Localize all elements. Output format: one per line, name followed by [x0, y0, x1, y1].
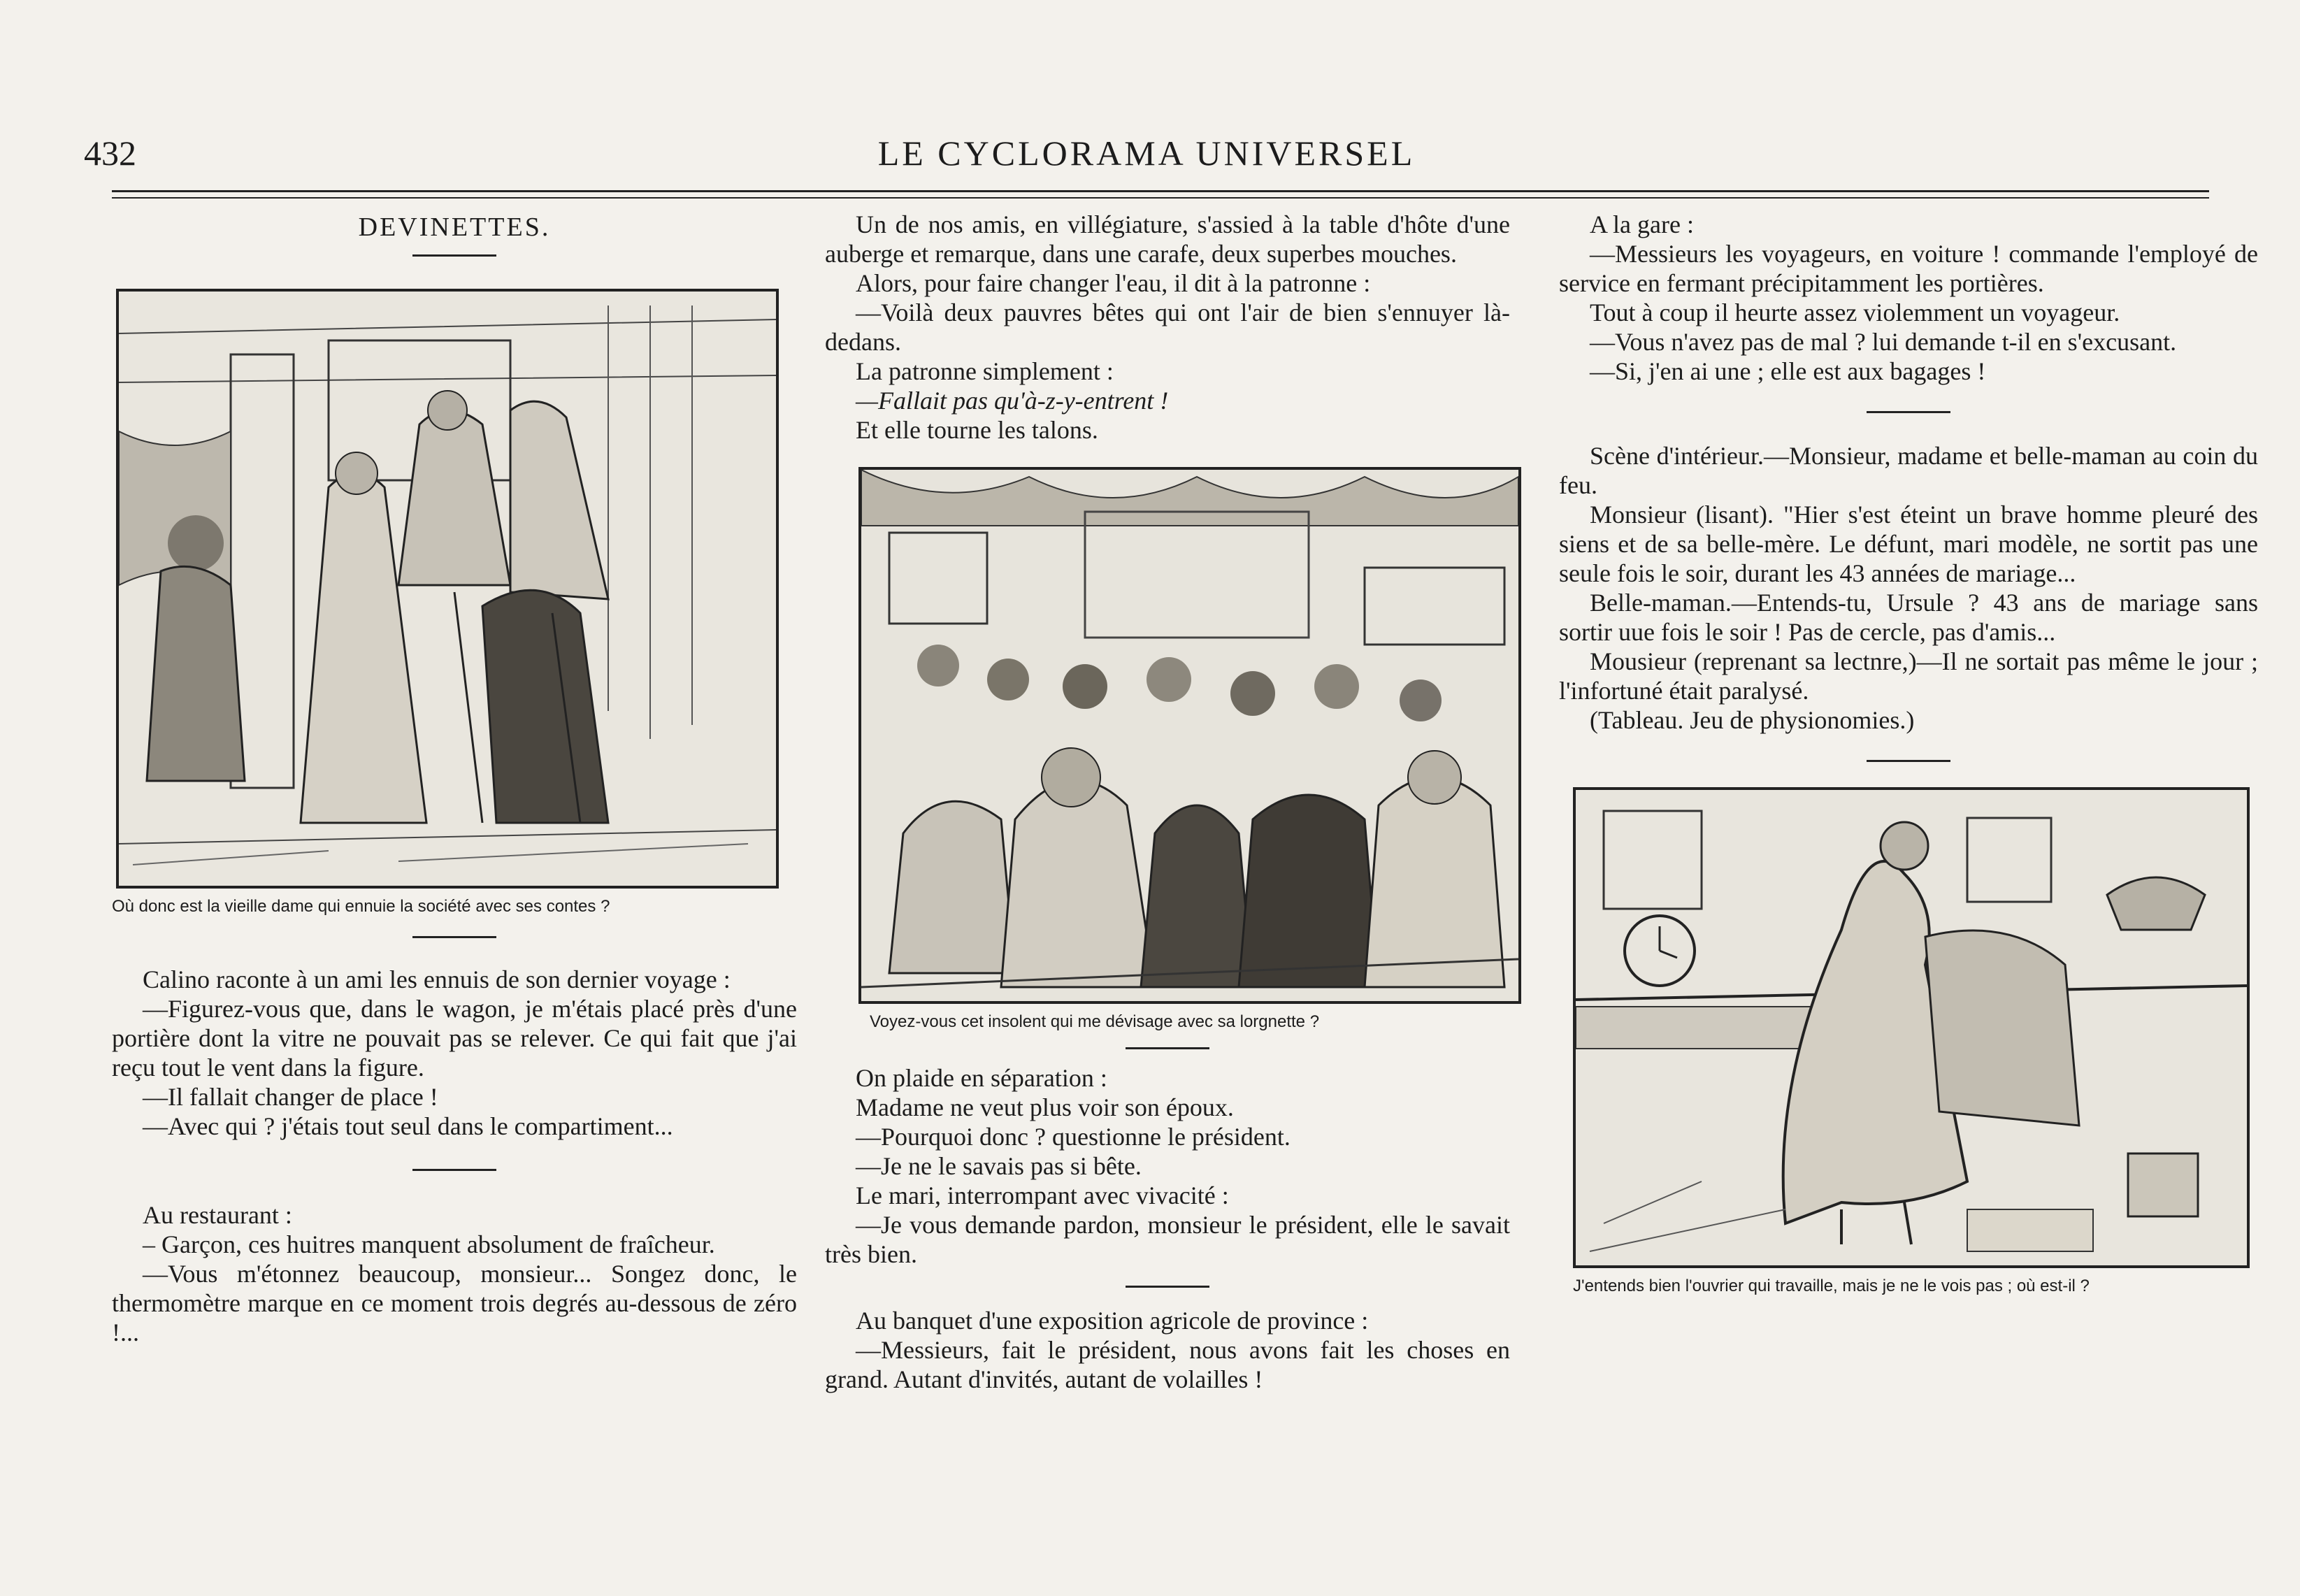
section-title: DEVINETTES.: [358, 213, 551, 242]
engraving-kitchen-scene: [1573, 787, 2250, 1268]
engraving-kitchen-illustration: [1576, 790, 2247, 1265]
header-rule: [112, 190, 2209, 192]
separator: [1126, 1047, 1209, 1049]
separator: [1126, 1286, 1209, 1288]
paragraph: Mousieur (reprenant sa lectnre,)—Il ne sortait pas même le jour ; l'infortuné était paralysé.: [1559, 647, 2258, 705]
engraving-parlor-illustration: [119, 292, 776, 886]
paragraph: —Je vous demande pardon, monsieur le président, elle le savait très bien.: [825, 1211, 1510, 1268]
figure-caption: Où donc est la vieille dame qui ennuie la société avec ses contes ?: [112, 897, 610, 916]
separator: [1867, 760, 1950, 762]
paragraph: Monsieur (lisant). "Hier s'est éteint un brave homme pleuré des siens et de sa belle-mère. Le défunt, mari modèle, ne sortit pas une seule fois le soir, durant les 43 années de mariage...: [1559, 501, 2258, 587]
paragraph: Scène d'intérieur.—Monsieur, madame et belle-maman au coin du feu.: [1559, 442, 2258, 499]
page-header: [84, 133, 2209, 189]
figure-caption: Voyez-vous cet insolent qui me dévisage avec sa lorgnette ?: [870, 1012, 1320, 1031]
engraving-theatre-illustration: [861, 470, 1518, 1001]
paragraph: —Pourquoi donc ? questionne le président.: [856, 1123, 1291, 1151]
paragraph: Tout à coup il heurte assez violemment un voyageur.: [1590, 299, 2120, 326]
column-1: [112, 210, 797, 1347]
separator: [412, 936, 496, 938]
paragraph: (Tableau. Jeu de physionomies.): [1590, 706, 1915, 734]
paragraph: —Messieurs, fait le président, nous avons fait les choses en grand. Autant d'invités, autant de volailles !: [825, 1336, 1510, 1393]
engraving-parlor-scene: [116, 289, 779, 889]
paragraph: Alors, pour faire changer l'eau, il dit à la patronne :: [856, 269, 1371, 297]
paragraph: Belle-maman.—Entends-tu, Ursule ? 43 ans de mariage sans sortir uue fois le soir ! Pas de cercle, pas d'amis...: [1559, 589, 2258, 646]
paragraph: Un de nos amis, en villégiature, s'assied à la table d'hôte d'une auberge et remarque, dans une carafe, deux superbes mouches.: [825, 210, 1510, 268]
paragraph: On plaide en séparation :: [856, 1064, 1107, 1092]
paragraph: Au banquet d'une exposition agricole de province :: [856, 1307, 1369, 1335]
column-2: [825, 210, 1510, 1394]
paragraph: —Voilà deux pauvres bêtes qui ont l'air de bien s'ennuyer là-dedans.: [825, 299, 1510, 356]
paragraph: —Je ne le savais pas si bête.: [856, 1152, 1142, 1180]
paragraph: Le mari, interrompant avec vivacité :: [856, 1181, 1229, 1209]
paragraph: —Si, j'en ai une ; elle est aux bagages !: [1590, 357, 1986, 385]
paragraph: – Garçon, ces huitres manquent absolument de fraîcheur.: [143, 1230, 715, 1258]
paragraph: —Avec qui ? j'étais tout seul dans le compartiment...: [143, 1112, 673, 1140]
running-title: LE CYCLORAMA UNIVERSEL: [877, 134, 1416, 173]
paragraph: Madame ne veut plus voir son époux.: [856, 1093, 1234, 1121]
paragraph: La patronne simplement :: [856, 357, 1114, 385]
paragraph: —Fallait pas qu'à-z-y-entrent !: [856, 387, 1169, 415]
figure-caption: J'entends bien l'ouvrier qui travaille, mais je ne le vois pas ; où est-il ?: [1573, 1277, 2090, 1295]
page-number: 432: [84, 134, 136, 173]
paragraph: —Vous n'avez pas de mal ? lui demande t-il en s'excusant.: [1590, 328, 2177, 356]
paragraph: Et elle tourne les talons.: [856, 416, 1098, 444]
header-rule-thin: [112, 197, 2209, 199]
paragraph: Au restaurant :: [143, 1201, 292, 1229]
paragraph: —Messieurs les voyageurs, en voiture ! commande l'employé de service en fermant précipitamment les portières.: [1559, 240, 2258, 297]
paragraph: —Il fallait changer de place !: [143, 1083, 438, 1111]
separator: [412, 1169, 496, 1171]
paragraph: A la gare :: [1590, 210, 1694, 238]
paragraph: Calino raconte à un ami les ennuis de son dernier voyage :: [143, 965, 731, 993]
paragraph: —Vous m'étonnez beaucoup, monsieur... Songez donc, le thermomètre marque en ce moment trois degrés au-dessous de zéro !...: [112, 1260, 797, 1346]
paragraph: —Figurez-vous que, dans le wagon, je m'étais placé près d'une portière dont la vitre ne pouvait pas se relever. Ce qui fait que j'ai reçu tout le vent dans la figure.: [112, 995, 797, 1081]
separator: [412, 254, 496, 257]
engraving-theatre-scene: [858, 467, 1521, 1004]
separator: [1867, 411, 1950, 413]
column-3: [1559, 210, 2258, 1296]
